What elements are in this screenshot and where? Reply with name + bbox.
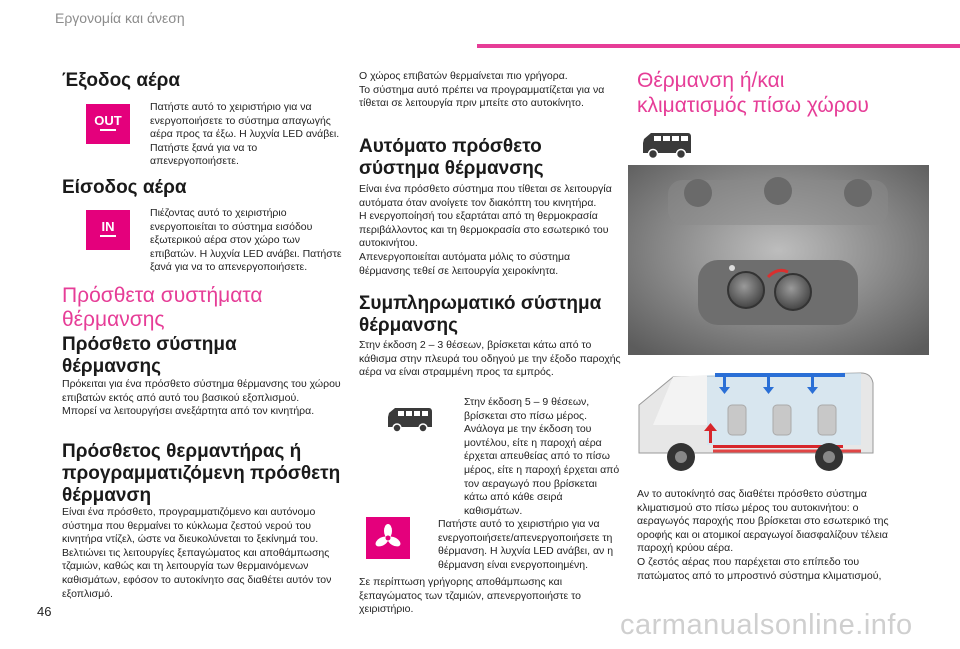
auto-heater-title: Αυτόματο πρόσθετο σύστημα θέρμανσης <box>359 136 544 179</box>
van-airflow-diagram <box>633 365 885 477</box>
in-button-label: IN <box>101 219 115 234</box>
out-button-icon <box>86 104 130 144</box>
air-out-title: Έξοδος αέρα <box>62 70 181 91</box>
programmable-heater-text: Είναι ένα πρόσθετο, προγραμματιζόμενο και αυτόνομο σύστημα που θερμαίνει το κύκλωμα ζεστού νερού του κινητήρα ντίζελ, ώστε να διευκολύνεται το ξεκίνημά του. Βελτιώνει τις λειτουργίες ξεπαγώματος και αποθάμπωσης τζαμιών, καθώς και τη λειτουργία των θερμαινόμενων καθισμάτων, εφόσον το αυτοκίνητο σας διαθέτει αυτόν τον εξοπλισμό. <box>62 506 332 600</box>
supplementary-text-2: Στην έκδοση 5 – 9 θέσεων, βρίσκεται στο πίσω μέρος. Ανάλογα με την έκδοση του μοντέλου, είτε η παροχή αέρα έρχεται απευθείας από το πίσω μέρος, είτε η παροχή έρχεται από τον αεραγωγό που βρίσκεται κάτω από κάθε σειρά καθισμάτων. <box>464 396 620 517</box>
supplementary-text-1: Στην έκδοση 2 – 3 θέσεων, βρίσκεται κάτω από το κάθισμα στην πλευρά του οδηγού με την έξοδο παροχής αέρα να είναι στραμμένη προς τα εμπρός. <box>359 339 621 379</box>
additional-heater-title: Πρόσθετο σύστημα θέρμανσης <box>62 334 237 377</box>
supplementary-title: Συμπληρωματικό σύστημα θέρμανσης <box>359 293 602 336</box>
out-button-label: OUT <box>94 113 122 128</box>
additional-heating-title: Πρόσθετα συστήματα θέρμανσης <box>62 284 263 331</box>
page-number: 46 <box>37 604 52 619</box>
additional-heater-text: Πρόκειται για ένα πρόσθετο σύστημα θέρμανσης του χώρου επιβατών εκτός από αυτό του βασικού εξοπλισμού. Μπορεί να λειτουργήσει ανεξάρτητα από τον κινητήρα. <box>62 378 341 418</box>
van-icon <box>640 130 694 162</box>
van-icon <box>385 405 435 435</box>
section-accent-bar <box>477 44 960 48</box>
auto-heater-text: Είναι ένα πρόσθετο σύστημα που τίθεται σε λειτουργία αυτόματα όταν ανοίγετε τον διακόπτη του κινητήρα. Η ενεργοποίησή του εξαρτάται από τη θερμοκρασία περιβάλλοντος και τη θερμοκρασία στο εσωτερικό του αυτοκινήτου. Απενεργοποιείται αυτόματα μόλις το σύστημα θέρμανσης τεθεί σε λειτουργία χειροκίνητα. <box>359 183 612 277</box>
supplementary-footer-text: Σε περίπτωση γρήγορης αποθάμπωσης και ξεπαγώματος των τζαμιών, απενεργοποιήστε το χειριστήριο. <box>359 576 581 616</box>
rear-heating-text: Αν το αυτοκίνητό σας διαθέτει πρόσθετο σύστημα κλιματισμού στο πίσω μέρος του αυτοκινήτου: ο αεραγωγός παροχής που βρίσκεται στο εσωτερικό της οροφής και οι ατομικοί αεραγωγοί διασφαλίζουν τέλεια παροχή κρύου αέρα. Ο ζεστός αέρας που παρέχεται στο επίπεδο του πατώματος από το μπροστινό σύστημα κλιματισμού, <box>637 488 889 582</box>
rear-control-panel-image <box>628 165 929 355</box>
in-button-icon <box>86 210 130 250</box>
led-indicator-icon <box>100 129 116 131</box>
fan-button-icon <box>366 517 410 559</box>
led-indicator-icon <box>100 235 116 237</box>
rear-heating-title: Θέρμανση ή/και κλιματισμός πίσω χώρου <box>637 69 869 117</box>
section-title: Εργονομία και άνεση <box>55 10 185 26</box>
fan-text: Πατήστε αυτό το χειριστήριο για να ενεργοποιήσετε/απενεργοποιήσετε τη θέρμανση. Η λυχνία LED ανάβει, αν η θέρμανση είναι ενεργοποιημένη. <box>438 518 614 571</box>
air-out-text: Πατήστε αυτό το χειριστήριο για να ενεργοποιήσετε το σύστημα απαγωγής αέρα προς τα έξω. Η λυχνία LED ανάβει. Πατήστε ξανά για να το απενεργοποιήσετε. <box>150 101 340 168</box>
programmable-heater-title: Πρόσθετος θερμαντήρας ή προγραμματιζόμενη πρόσθετη θέρμανση <box>62 441 341 506</box>
air-in-title: Είσοδος αέρα <box>62 177 187 198</box>
air-in-text: Πιέζοντας αυτό το χειριστήριο ενεργοποιείται το σύστημα εισόδου εξωτερικού αέρα στον χώρο των επιβατών. Η λυχνία LED ανάβει. Πατήστε ξανά για να το απενεργοποιήσετε. <box>150 207 342 274</box>
watermark: carmanualsonline.info <box>620 609 913 641</box>
intro-text: Ο χώρος επιβατών θερμαίνεται πιο γρήγορα. Το σύστημα αυτό πρέπει να προγραμματίζεται για να τίθεται σε λειτουργία πριν μπείτε στο αυτοκίνητο. <box>359 70 605 110</box>
